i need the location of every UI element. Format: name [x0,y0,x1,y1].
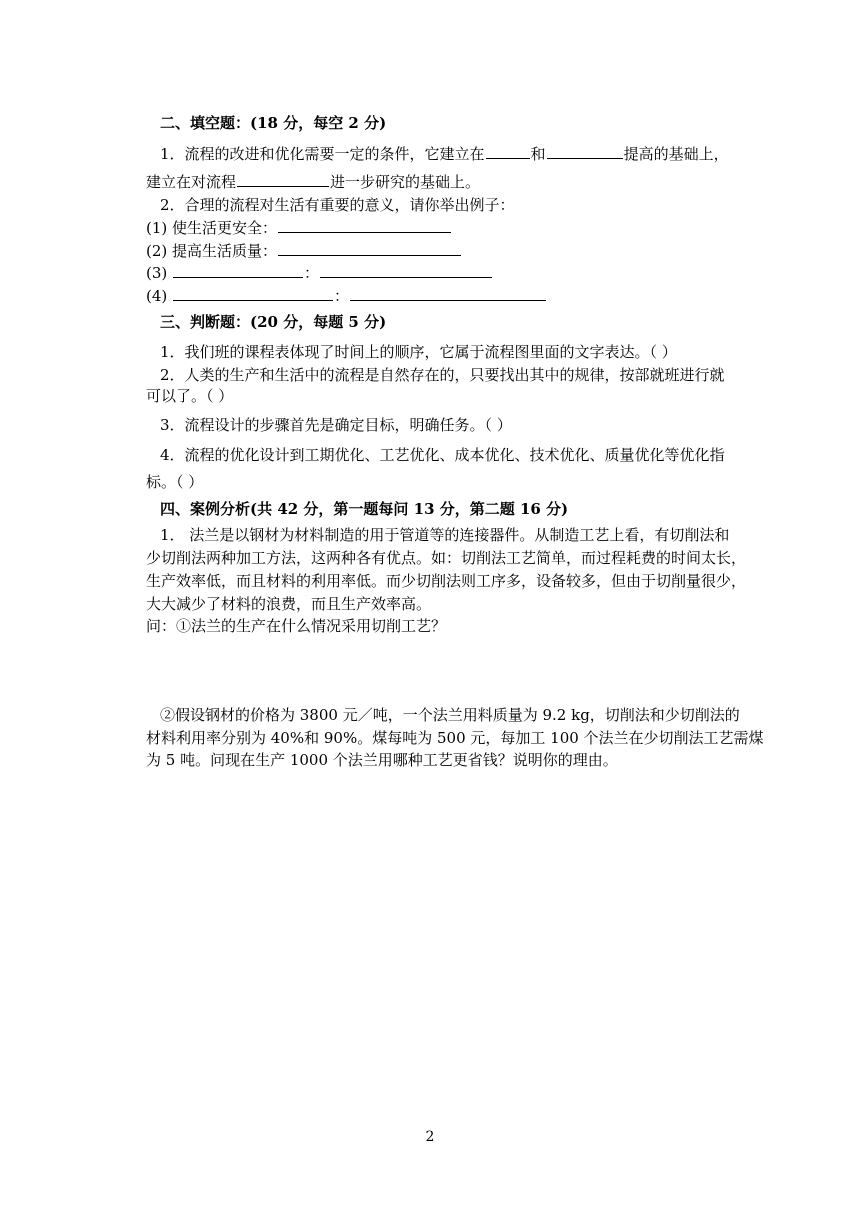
fill-q2-item-2 [146,240,462,261]
case-paragraph-line3: 生产效率低，而且材料的利用率低。而少切削法则工序多，设备较多，但由于切削量很少， [146,572,747,590]
fill-question-1-line2 [146,171,480,192]
judge-question-3: 3．流程设计的步骤首先是确定目标，明确任务。（ ） [160,416,512,434]
blank-7[interactable] [320,262,492,278]
section-4-title: 四、案例分析(共 42 分，第一题每问 13 分，第二题 16 分) [160,500,569,518]
item-1-label: (1) 使生活更安全： [146,219,278,237]
case-paragraph-line1: 1． 法兰是以钢材为材料制造的用于管道等的连接器件。从制造工艺上看，有切削法和 [160,526,730,544]
blank-3[interactable] [237,171,329,187]
item-4-label: (4) [146,287,168,305]
blank-1[interactable] [486,143,530,159]
fill-q2-item-3 [146,262,493,283]
fill-question-1-line1 [160,143,729,164]
case-paragraph-line4: 大大减少了材料的浪费，而且生产效率高。 [146,595,432,613]
item-3-label: (3) [146,264,168,282]
fill-q1-text-c: 提高的基础上， [623,145,729,163]
section-2-title: 二、填空题：(18 分，每空 2 分) [160,114,387,132]
case-question-2-line1: ②假设钢材的价格为 3800 元／吨，一个法兰用料质量为 9.2 kg，切削法和少切削法的 [160,706,740,724]
case-question-1: 问：①法兰的生产在什么情况采用切削工艺？ [146,617,447,635]
case-question-2-line2: 材料利用率分别为 40%和 90%。煤每吨为 500 元，每加工 100 个法兰在少切削法工艺需煤 [146,729,764,747]
blank-4[interactable] [278,217,451,233]
blank-2[interactable] [547,143,623,159]
section-3-title: 三、判断题：(20 分，每题 5 分) [160,313,387,331]
fill-q2-item-1 [146,217,452,238]
fill-q1-text-a: 1．流程的改进和优化需要一定的条件，它建立在 [160,145,485,163]
case-question-2-line3: 为 5 吨。问现在生产 1000 个法兰用哪种工艺更省钱？说明你的理由。 [146,751,618,769]
judge-question-2-line1: 2．人类的生产和生活中的流程是自然存在的，只要找出其中的规律，按部就班进行就 [160,366,725,384]
fill-q2-item-4 [146,285,547,306]
blank-5[interactable] [278,240,461,256]
blank-6[interactable] [173,262,303,278]
fill-q1-text-d: 建立在对流程 [146,173,237,191]
judge-question-4-line1: 4．流程的优化设计到工期优化、工艺优化、成本优化、技术优化、质量优化等优化指 [160,446,725,464]
page-number: 2 [425,1129,435,1145]
judge-question-2-line2: 可以了。（ ） [146,387,234,405]
item-2-label: (2) 提高生活质量： [146,242,278,260]
fill-q1-text-b: 和 [530,145,546,163]
fill-q1-text-e: 进一步研究的基础上。 [330,173,481,191]
judge-question-4-line2: 标。（ ） [146,473,204,491]
blank-9[interactable] [350,285,546,301]
case-paragraph-line2: 少切削法两种加工方法，这两种各有优点。如：切削法工艺简单，而过程耗费的时间太长， [146,549,747,567]
fill-question-2: 2．合理的流程对生活有重要的意义，请你举出例子： [160,196,515,214]
item-3-colon: ： [304,264,320,282]
judge-question-1: 1．我们班的课程表体现了时间上的顺序，它属于流程图里面的文字表达。（ ） [160,343,677,361]
blank-8[interactable] [173,285,333,301]
item-4-colon: ： [334,287,350,305]
